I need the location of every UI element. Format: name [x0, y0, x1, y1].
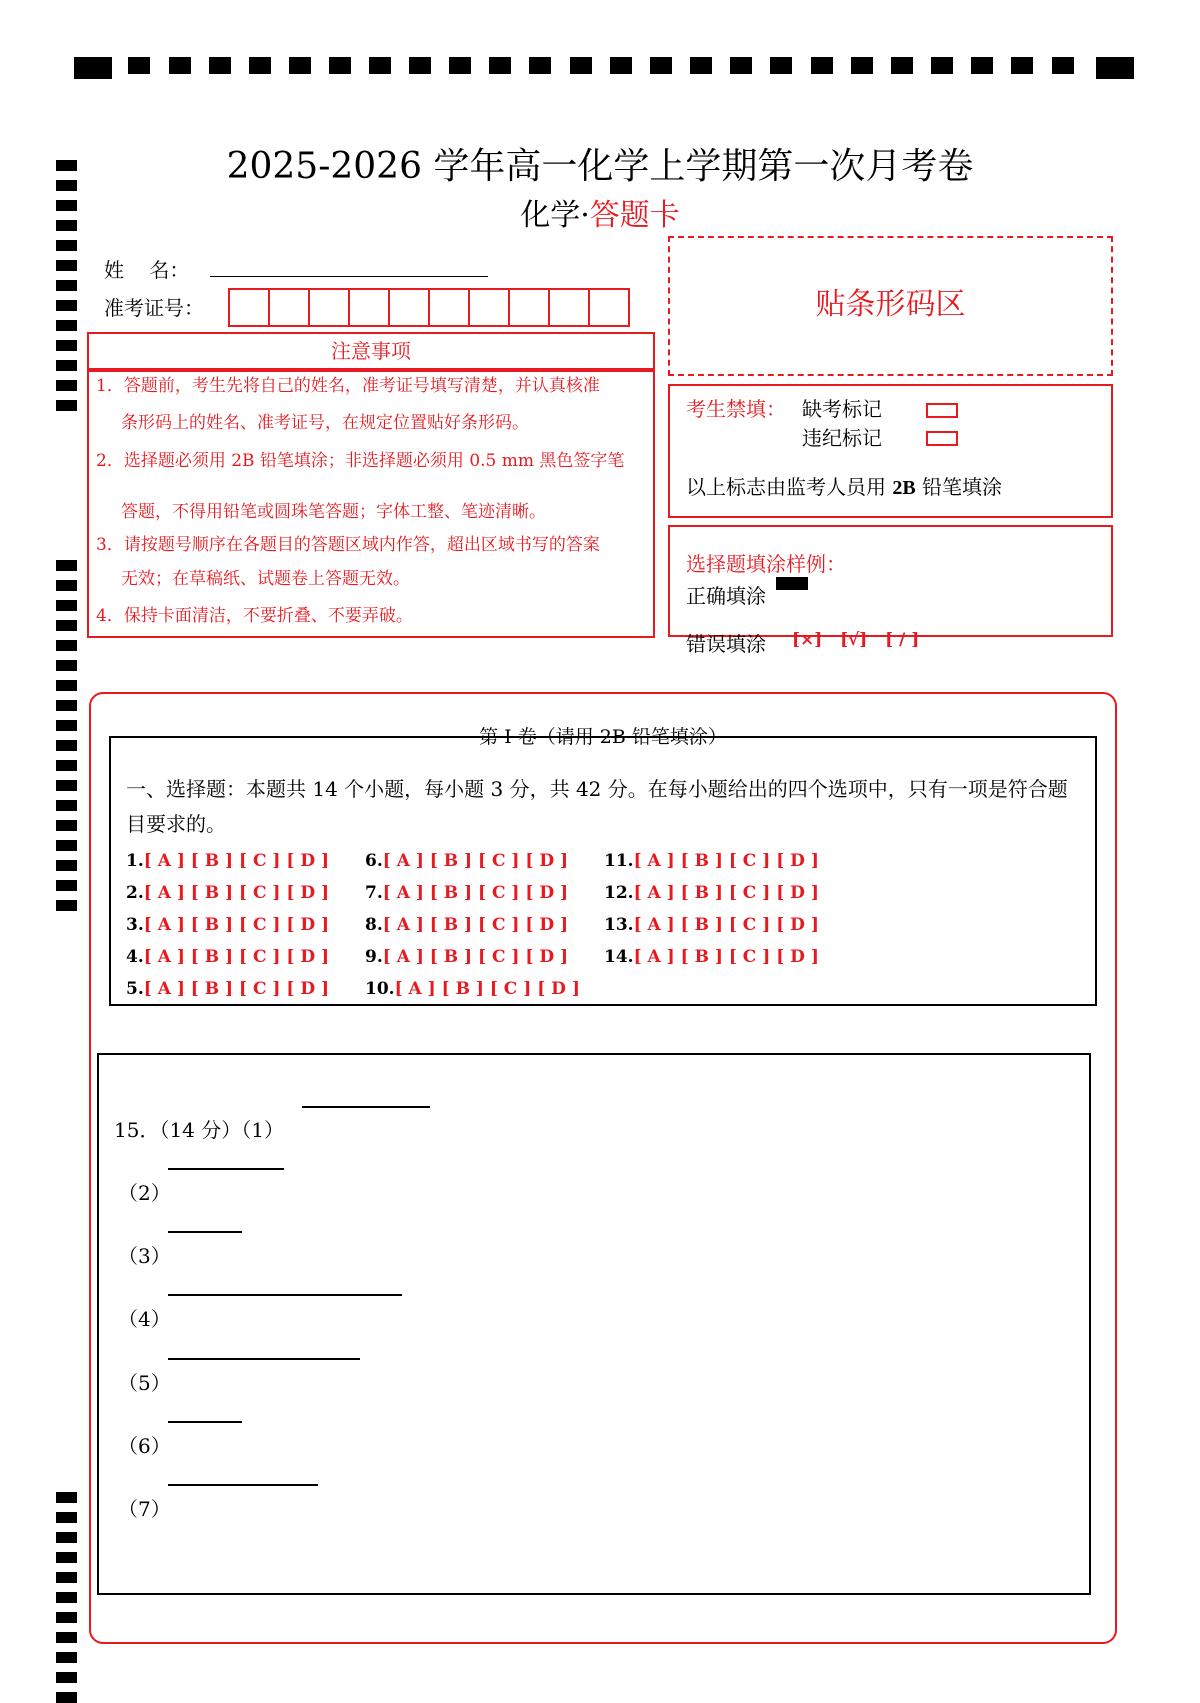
restricted-note: 以上标志由监考人员用 2B 铅笔填涂 — [686, 475, 1003, 499]
barcode-area: 贴条形码区 — [668, 236, 1113, 376]
answer-line-2[interactable] — [168, 1168, 284, 1170]
timing-mark — [56, 840, 77, 851]
timing-mark — [489, 57, 511, 74]
timing-mark — [56, 320, 77, 331]
id-number-boxes[interactable] — [230, 288, 630, 327]
section-title: 第 I 卷（请用 2B 铅笔填涂） — [479, 726, 727, 748]
question-9[interactable]: 9.[ A ] [ B ] [ C ] [ D ] — [365, 947, 569, 967]
timing-mark — [56, 680, 77, 691]
notice-item: 1．答题前，考生先将自己的姓名，准考证号填写清楚，并认真核准 — [96, 376, 600, 396]
timing-mark — [56, 1632, 77, 1643]
question-15-header: 15．（14 分）（1） — [114, 1118, 284, 1142]
notice-item: 2．选择题必须用 2B 铅笔填涂；非选择题必须用 0.5 mm 黑色签字笔 — [96, 451, 625, 471]
timing-mark — [74, 57, 112, 79]
correct-fill-label: 正确填涂 — [686, 584, 766, 608]
wrong-fill-label: 错误填涂 — [686, 632, 766, 656]
notice-item: 4．保持卡面清洁，不要折叠、不要弄破。 — [96, 606, 413, 626]
id-digit-box[interactable] — [348, 288, 390, 327]
id-digit-box[interactable] — [588, 288, 630, 327]
notice-title: 注意事项 — [87, 332, 655, 370]
question-14[interactable]: 14.[ A ] [ B ] [ C ] [ D ] — [604, 947, 819, 967]
timing-mark — [56, 780, 77, 791]
timing-mark — [1052, 57, 1074, 74]
timing-mark — [56, 380, 77, 391]
timing-mark — [56, 620, 77, 631]
timing-mark — [56, 1532, 77, 1543]
sub-question-2: （2） — [118, 1181, 171, 1205]
sub-question-5: （5） — [118, 1371, 171, 1395]
timing-mark — [449, 57, 471, 74]
question-7[interactable]: 7.[ A ] [ B ] [ C ] [ D ] — [365, 883, 569, 903]
fill-example-title: 选择题填涂样例： — [686, 552, 846, 576]
timing-mark — [56, 1612, 77, 1623]
timing-mark — [1096, 57, 1134, 79]
question-6[interactable]: 6.[ A ] [ B ] [ C ] [ D ] — [365, 851, 569, 871]
question-4[interactable]: 4.[ A ] [ B ] [ C ] [ D ] — [126, 947, 330, 967]
timing-mark — [329, 57, 351, 74]
timing-mark — [56, 800, 77, 811]
timing-mark — [851, 57, 873, 74]
top-timing-marks — [74, 57, 1136, 77]
timing-mark — [56, 360, 77, 371]
notice-item: 3．请按题号顺序在各题目的答题区域内作答，超出区域书写的答案 — [96, 535, 600, 555]
timing-mark — [369, 57, 391, 74]
id-digit-box[interactable] — [308, 288, 350, 327]
timing-mark — [56, 820, 77, 831]
timing-mark — [56, 400, 77, 411]
notice-item: 无效；在草稿纸、试题卷上答题无效。 — [121, 569, 410, 589]
restricted-label: 考生禁填： — [686, 397, 786, 421]
timing-mark — [56, 1492, 77, 1503]
timing-mark — [811, 57, 833, 74]
timing-mark — [931, 57, 953, 74]
question-1[interactable]: 1.[ A ] [ B ] [ C ] [ D ] — [126, 851, 330, 871]
question-5[interactable]: 5.[ A ] [ B ] [ C ] [ D ] — [126, 979, 330, 999]
timing-mark — [56, 260, 77, 271]
timing-mark — [56, 720, 77, 731]
timing-mark — [610, 57, 632, 74]
sub-question-7: （7） — [118, 1497, 171, 1521]
question-13[interactable]: 13.[ A ] [ B ] [ C ] [ D ] — [604, 915, 819, 935]
violation-mark-box[interactable] — [926, 431, 958, 446]
id-digit-box[interactable] — [548, 288, 590, 327]
timing-mark — [128, 57, 150, 74]
timing-mark — [56, 740, 77, 751]
id-label: 准考证号： — [104, 296, 204, 320]
timing-mark — [971, 57, 993, 74]
timing-mark — [56, 700, 77, 711]
correct-fill-sample — [776, 577, 808, 590]
sub-question-6: （6） — [118, 1434, 171, 1458]
timing-mark — [209, 57, 231, 74]
id-digit-box[interactable] — [388, 288, 430, 327]
timing-mark — [730, 57, 752, 74]
timing-mark — [56, 660, 77, 671]
timing-mark — [56, 880, 77, 891]
answer-line-4[interactable] — [168, 1294, 402, 1296]
timing-mark — [56, 760, 77, 771]
absent-mark-box[interactable] — [926, 403, 958, 418]
timing-mark — [690, 57, 712, 74]
sub-question-3: （3） — [118, 1244, 171, 1268]
timing-mark — [56, 280, 77, 291]
timing-mark — [409, 57, 431, 74]
timing-mark — [891, 57, 913, 74]
timing-mark — [56, 1552, 77, 1563]
timing-mark — [1011, 57, 1033, 74]
question-8[interactable]: 8.[ A ] [ B ] [ C ] [ D ] — [365, 915, 569, 935]
page-title: 2025-2026 学年高一化学上学期第一次月考卷 — [226, 146, 974, 187]
timing-mark — [56, 1592, 77, 1603]
notice-item: 答题，不得用铅笔或圆珠笔答题；字体工整、笔迹清晰。 — [121, 502, 546, 522]
page-subtitle: 化学·答题卡 — [520, 198, 680, 233]
answer-line-1[interactable] — [302, 1106, 430, 1108]
wrong-fill-samples: [×] [√] [ / ] — [792, 630, 920, 650]
timing-mark — [570, 57, 592, 74]
question-2[interactable]: 2.[ A ] [ B ] [ C ] [ D ] — [126, 883, 330, 903]
timing-mark — [169, 57, 191, 74]
timing-mark — [56, 240, 77, 251]
timing-mark — [56, 600, 77, 611]
timing-mark — [289, 57, 311, 74]
violation-label: 违纪标记 — [802, 426, 882, 450]
timing-mark — [529, 57, 551, 74]
notice-item: 条形码上的姓名、准考证号，在规定位置贴好条形码。 — [121, 413, 529, 433]
timing-mark — [770, 57, 792, 74]
timing-mark — [56, 1512, 77, 1523]
answer-line-6[interactable] — [168, 1421, 242, 1423]
sub-question-4: （4） — [118, 1307, 171, 1331]
answer-line-7[interactable] — [168, 1484, 318, 1486]
question-10[interactable]: 10.[ A ] [ B ] [ C ] [ D ] — [365, 979, 580, 999]
question-11[interactable]: 11.[ A ] [ B ] [ C ] [ D ] — [604, 851, 819, 871]
timing-mark — [56, 1572, 77, 1583]
timing-mark — [249, 57, 271, 74]
timing-mark — [650, 57, 672, 74]
timing-mark — [56, 580, 77, 591]
name-field[interactable] — [210, 276, 488, 277]
answer-line-3[interactable] — [168, 1231, 242, 1233]
id-digit-box[interactable] — [468, 288, 510, 327]
name-label: 姓 名： — [104, 258, 190, 282]
question-3[interactable]: 3.[ A ] [ B ] [ C ] [ D ] — [126, 915, 330, 935]
timing-mark — [56, 1652, 77, 1663]
section-instruction: 一、选择题：本题共 14 个小题，每小题 3 分，共 42 分。在每小题给出的四个选项中，只有一项是符合题目要求的。 — [126, 777, 1068, 836]
id-digit-box[interactable] — [508, 288, 550, 327]
timing-mark — [56, 860, 77, 871]
question-12[interactable]: 12.[ A ] [ B ] [ C ] [ D ] — [604, 883, 819, 903]
id-digit-box[interactable] — [268, 288, 310, 327]
timing-mark — [56, 560, 77, 571]
timing-mark — [56, 300, 77, 311]
timing-mark — [56, 640, 77, 651]
timing-mark — [56, 900, 77, 911]
timing-mark — [56, 340, 77, 351]
timing-mark — [56, 1672, 77, 1683]
answer-line-5[interactable] — [168, 1358, 360, 1360]
id-digit-box[interactable] — [428, 288, 470, 327]
id-digit-box[interactable] — [228, 288, 270, 327]
absent-label: 缺考标记 — [802, 397, 882, 421]
